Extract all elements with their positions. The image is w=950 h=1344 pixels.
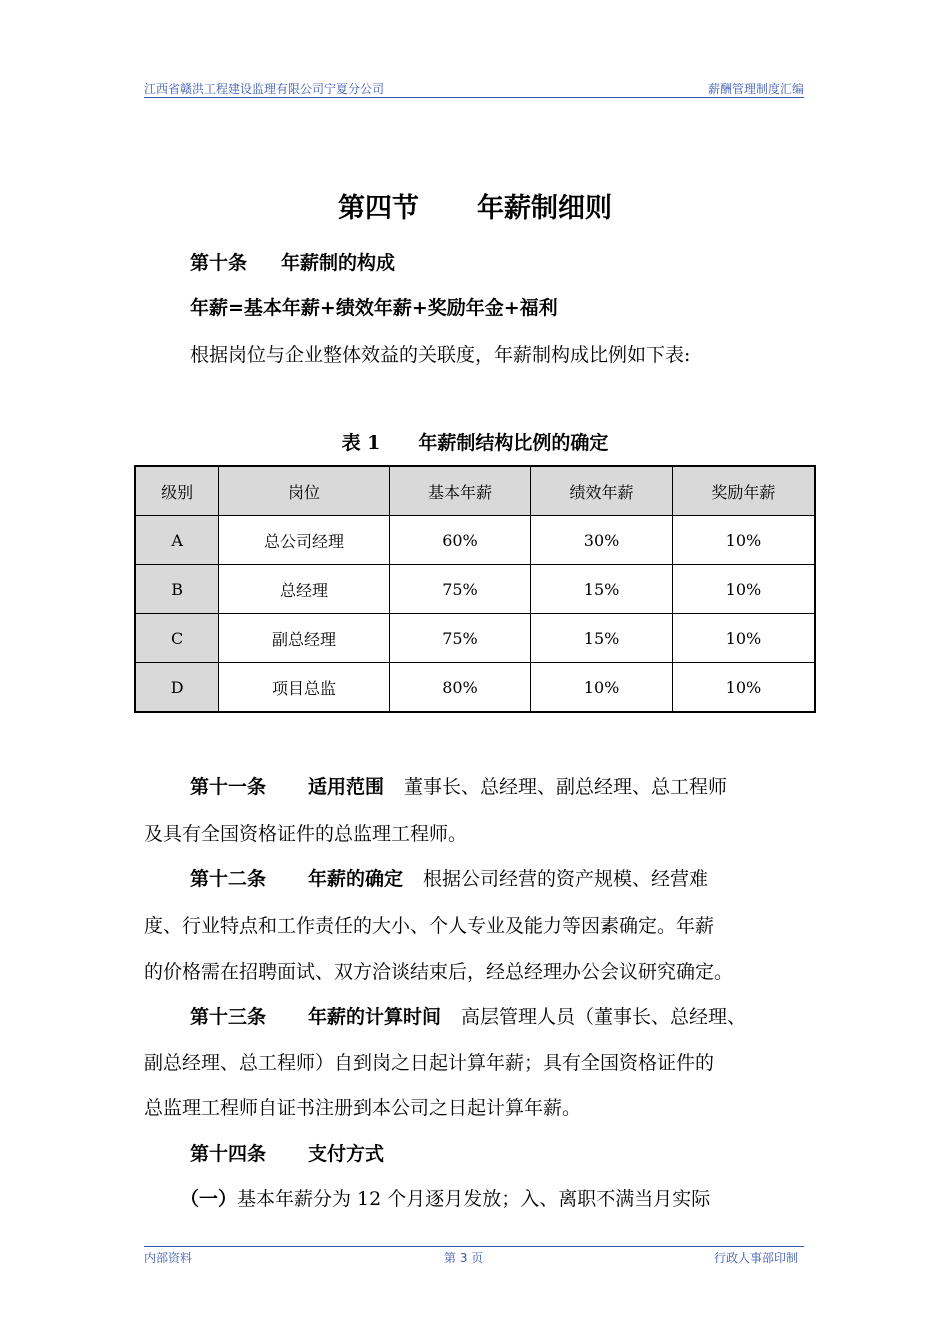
cell-position: 总公司经理 bbox=[219, 516, 389, 565]
cell-base: 75% bbox=[389, 565, 531, 614]
cell-bonus: 10% bbox=[672, 565, 815, 614]
salary-formula: 年薪=基本年薪+绩效年薪+奖励年金+福利 bbox=[190, 297, 558, 319]
article-10-intro: 根据岗位与企业整体效益的关联度，年薪制构成比例如下表: bbox=[190, 344, 691, 366]
article-13-number: 第十三条 bbox=[190, 1006, 267, 1028]
article-10-number: 第十条 bbox=[190, 252, 248, 274]
article-13-line-1 bbox=[190, 1002, 856, 1029]
cell-position: 副总经理 bbox=[219, 614, 389, 663]
col-header-base: 基本年薪 bbox=[389, 466, 531, 516]
cell-bonus: 10% bbox=[672, 663, 815, 713]
article-14-item-1-label: （一） bbox=[180, 1188, 238, 1210]
section-number: 第四节 bbox=[338, 193, 419, 224]
article-13-line-2: 副总经理、总工程师）自到岗之日起计算年薪；具有全国资格证件的 bbox=[144, 1052, 715, 1074]
article-12-line-3: 的价格需在招聘面试、双方洽谈结束后，经总经理办公会议研究确定。 bbox=[144, 961, 734, 983]
cell-bonus: 10% bbox=[672, 614, 815, 663]
col-header-level: 级别 bbox=[135, 466, 219, 516]
cell-performance: 15% bbox=[531, 614, 673, 663]
article-10-title: 年薪制的构成 bbox=[281, 252, 396, 274]
article-14-item-1 bbox=[180, 1184, 846, 1211]
col-header-bonus: 奖励年薪 bbox=[672, 466, 815, 516]
cell-bonus: 10% bbox=[672, 516, 815, 565]
table-caption-number: 表 1 bbox=[341, 432, 381, 454]
table-caption bbox=[0, 428, 950, 455]
cell-position: 总经理 bbox=[219, 565, 389, 614]
table-row bbox=[135, 516, 815, 565]
article-12-text-1: 根据公司经营的资产规模、经营难 bbox=[423, 868, 709, 890]
header-company: 江西省赣洪工程建设监理有限公司宁夏分公司 bbox=[144, 82, 385, 96]
table-row bbox=[135, 614, 815, 663]
article-12-line-1 bbox=[190, 864, 856, 891]
article-11-title: 适用范围 bbox=[308, 776, 385, 798]
page-header bbox=[144, 80, 804, 98]
article-14-title: 支付方式 bbox=[308, 1143, 385, 1165]
article-11-number: 第十一条 bbox=[190, 776, 267, 798]
footer-left: 内部资料 bbox=[144, 1251, 193, 1265]
cell-level: D bbox=[135, 663, 219, 713]
table-row bbox=[135, 663, 815, 713]
table-header-row bbox=[135, 466, 815, 516]
article-10-heading bbox=[190, 248, 856, 275]
table-caption-title: 年薪制结构比例的确定 bbox=[418, 432, 609, 454]
col-header-position: 岗位 bbox=[219, 466, 389, 516]
cell-performance: 30% bbox=[531, 516, 673, 565]
article-11-line-1 bbox=[190, 772, 856, 799]
cell-base: 75% bbox=[389, 614, 531, 663]
article-12-line-2: 度、行业特点和工作责任的大小、个人专业及能力等因素确定。年薪 bbox=[144, 915, 715, 937]
header-doc-title: 薪酬管理制度汇编 bbox=[707, 82, 804, 96]
page-footer bbox=[144, 1246, 804, 1268]
cell-performance: 15% bbox=[531, 565, 673, 614]
table-row bbox=[135, 565, 815, 614]
article-13-title: 年薪的计算时间 bbox=[308, 1006, 442, 1028]
page-number: 第 3 页 bbox=[444, 1251, 484, 1265]
article-13-text-1: 高层管理人员（董事长、总经理、 bbox=[461, 1006, 747, 1028]
cell-level: B bbox=[135, 565, 219, 614]
footer-right: 行政人事部印制 bbox=[713, 1251, 798, 1265]
article-14-number: 第十四条 bbox=[190, 1143, 267, 1165]
cell-base: 60% bbox=[389, 516, 531, 565]
article-12-number: 第十二条 bbox=[190, 868, 267, 890]
article-12-title: 年薪的确定 bbox=[308, 868, 404, 890]
cell-level: C bbox=[135, 614, 219, 663]
salary-ratio-table bbox=[134, 465, 816, 713]
cell-performance: 10% bbox=[531, 663, 673, 713]
article-14-heading bbox=[190, 1139, 856, 1166]
section-name: 年薪制细则 bbox=[477, 193, 612, 224]
section-title bbox=[0, 186, 950, 225]
article-13-line-3: 总监理工程师自证书注册到本公司之日起计算年薪。 bbox=[144, 1097, 582, 1119]
article-11-line-2: 及具有全国资格证件的总监理工程师。 bbox=[144, 823, 468, 845]
col-header-performance: 绩效年薪 bbox=[531, 466, 673, 516]
cell-base: 80% bbox=[389, 663, 531, 713]
article-14-item-1-text: 基本年薪分为 12 个月逐月发放；入、离职不满当月实际 bbox=[237, 1188, 711, 1210]
article-11-text-1: 董事长、总经理、副总经理、总工程师 bbox=[404, 776, 728, 798]
cell-level: A bbox=[135, 516, 219, 565]
cell-position: 项目总监 bbox=[219, 663, 389, 713]
